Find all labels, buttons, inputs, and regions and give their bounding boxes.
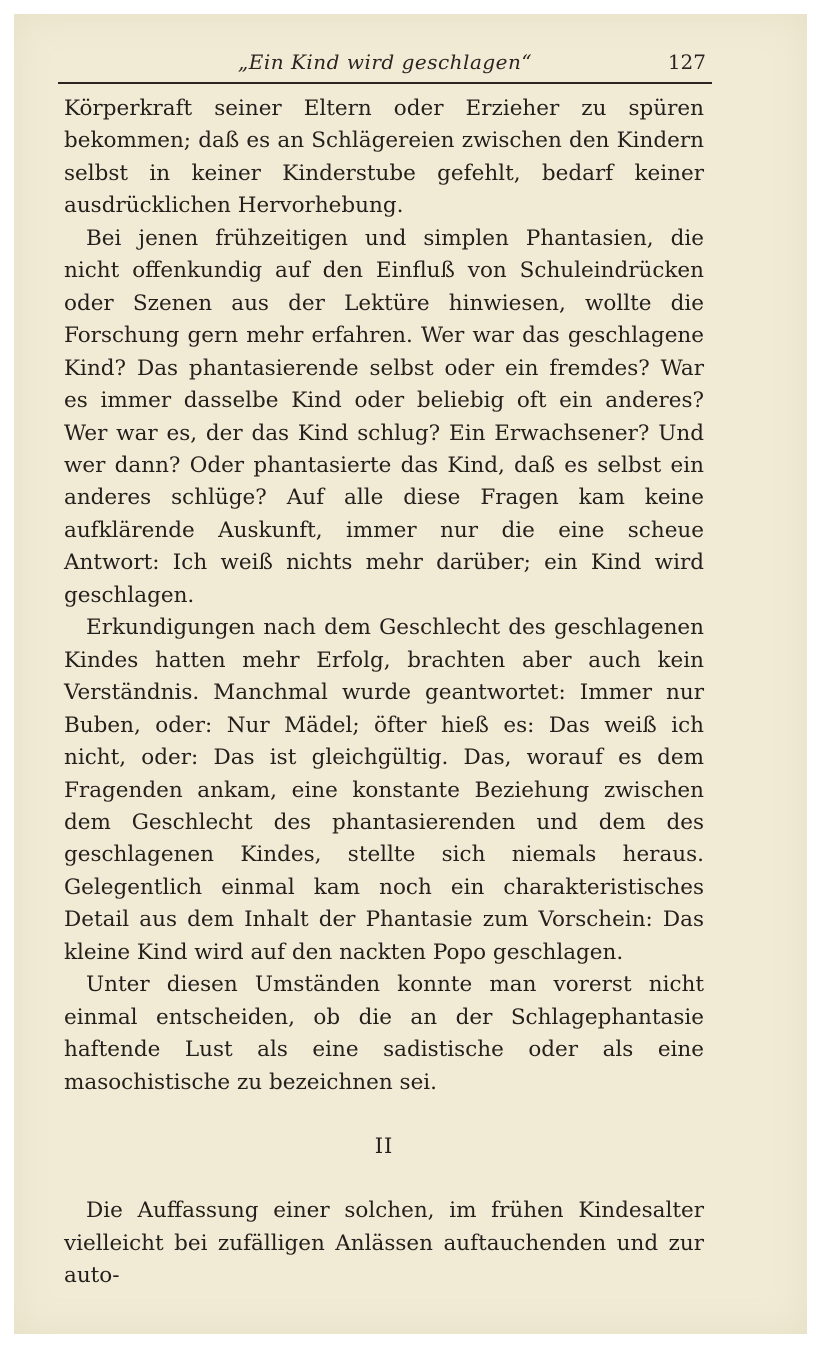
paragraph: Bei jenen frühzeitigen und simplen Phantasien, die nicht offenkundig auf den Einfluß von Schuleindrücken oder Szenen aus der Lektüre hinwiesen, wollte die Forschung gern mehr erfahren. Wer war das geschlagene Kind? Das phantasierende selbst oder ein fremdes? War es immer dasselbe Kind oder beliebig oft ein anderes? Wer war es, der das Kind schlug? Ein Erwachsener? Und wer dann? Oder phantasierte das Kind, daß es selbst ein anderes schlüge? Auf alle diese Fragen kam keine aufklärende Auskunft, immer nur die eine scheue Antwort: Ich weiß nichts mehr darüber; ein Kind wird geschlagen. [64, 225, 704, 608]
section-spacer [64, 1163, 704, 1195]
page-number: 127 [667, 50, 706, 74]
running-title: „Ein Kind wird geschlagen“ [237, 50, 533, 74]
header-rule [58, 82, 712, 84]
page-header [62, 48, 708, 82]
paragraph: Unter diesen Umständen konnte man vorerst nicht einmal entscheiden, ob die an der Schlagephantasie haftende Lust als eine sadistische oder als eine masochistische zu bezeichnen sei. [64, 972, 704, 1095]
paragraph: Die Auffassung einer solchen, im frühen Kindesalter vielleicht bei zufälligen Anlässen auftauchenden und zur auto- [64, 1198, 704, 1288]
page-body [64, 93, 704, 1292]
section-spacer [64, 1099, 704, 1130]
paragraph-continued: Körperkraft seiner Eltern oder Erzieher zu spüren bekommen; daß es an Schlägereien zwischen den Kindern selbst in keiner Kinderstube gefehlt, bedarf keiner ausdrücklichen Hervorhebung. [64, 96, 704, 219]
section-heading: II [374, 1134, 394, 1159]
paragraph: Erkundigungen nach dem Geschlecht des geschlagenen Kindes hatten mehr Erfolg, brachten aber auch kein Verständnis. Manchmal wurde geantwortet: Immer nur Buben, oder: Nur Mädel; öfter hieß es: Das weiß ich nicht, oder: Das ist gleichgültig. Das, worauf es dem Fragenden ankam, eine konstante Beziehung zwischen dem Geschlecht des phantasierenden und dem des geschlagenen Kindes, stellte sich niemals heraus. Gelegentlich einmal kam noch ein charakteristisches Detail aus dem Inhalt der Phantasie zum Vorschein: Das kleine Kind wird auf den nackten Popo geschlagen. [64, 615, 704, 965]
